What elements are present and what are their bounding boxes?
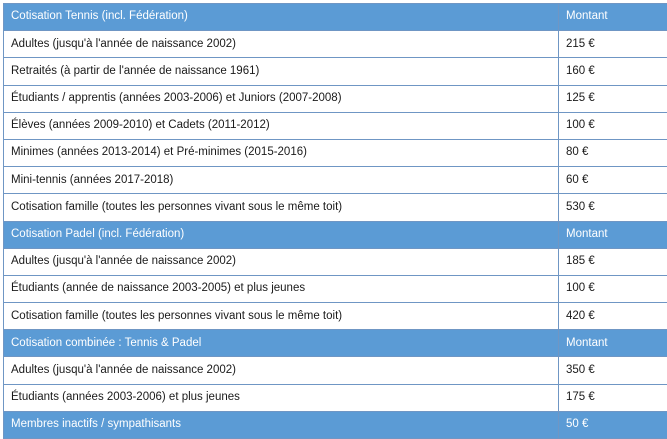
table-row bbox=[4, 275, 667, 302]
row-label: Minimes (années 2013-2014) et Pré-minimes (2015-2016) bbox=[4, 139, 559, 166]
row-label: Élèves (années 2009-2010) et Cadets (2011-2012) bbox=[4, 112, 559, 139]
row-label: Membres inactifs / sympathisants bbox=[4, 411, 559, 438]
table-row bbox=[4, 58, 667, 85]
table-body bbox=[4, 4, 667, 439]
row-amount: 50 € bbox=[559, 411, 667, 438]
table-row bbox=[4, 357, 667, 384]
table-row bbox=[4, 221, 667, 248]
row-amount: 80 € bbox=[559, 139, 667, 166]
table-row bbox=[4, 248, 667, 275]
table-row bbox=[4, 4, 667, 31]
table-row bbox=[4, 330, 667, 357]
row-amount: Montant bbox=[559, 4, 667, 31]
row-amount: 100 € bbox=[559, 275, 667, 302]
row-label: Adultes (jusqu'à l'année de naissance 2002) bbox=[4, 357, 559, 384]
row-amount: 530 € bbox=[559, 194, 667, 221]
table-row bbox=[4, 31, 667, 58]
table-row bbox=[4, 384, 667, 411]
row-label: Cotisation famille (toutes les personnes vivant sous le même toit) bbox=[4, 194, 559, 221]
row-label: Étudiants / apprentis (années 2003-2006) et Juniors (2007-2008) bbox=[4, 85, 559, 112]
row-label: Cotisation combinée : Tennis & Padel bbox=[4, 330, 559, 357]
row-label: Cotisation Tennis (incl. Fédération) bbox=[4, 4, 559, 31]
table-row bbox=[4, 303, 667, 330]
row-label: Adultes (jusqu'à l'année de naissance 2002) bbox=[4, 31, 559, 58]
row-label: Cotisation famille (toutes les personnes vivant sous le même toit) bbox=[4, 303, 559, 330]
row-amount: 125 € bbox=[559, 85, 667, 112]
row-label: Retraités (à partir de l'année de naissance 1961) bbox=[4, 58, 559, 85]
table-row bbox=[4, 167, 667, 194]
table-row bbox=[4, 411, 667, 438]
row-amount: 100 € bbox=[559, 112, 667, 139]
row-amount: 175 € bbox=[559, 384, 667, 411]
row-amount: 60 € bbox=[559, 167, 667, 194]
row-label: Étudiants (année de naissance 2003-2005) et plus jeunes bbox=[4, 275, 559, 302]
row-amount: Montant bbox=[559, 221, 667, 248]
row-amount: 420 € bbox=[559, 303, 667, 330]
row-label: Étudiants (années 2003-2006) et plus jeunes bbox=[4, 384, 559, 411]
table-row bbox=[4, 85, 667, 112]
row-amount: 185 € bbox=[559, 248, 667, 275]
row-label: Adultes (jusqu'à l'année de naissance 2002) bbox=[4, 248, 559, 275]
table-row bbox=[4, 139, 667, 166]
row-amount: 215 € bbox=[559, 31, 667, 58]
row-label: Mini-tennis (années 2017-2018) bbox=[4, 167, 559, 194]
membership-fees-table bbox=[3, 3, 667, 439]
row-amount: 160 € bbox=[559, 58, 667, 85]
table-row bbox=[4, 112, 667, 139]
row-label: Cotisation Padel (incl. Fédération) bbox=[4, 221, 559, 248]
row-amount: Montant bbox=[559, 330, 667, 357]
table-row bbox=[4, 194, 667, 221]
row-amount: 350 € bbox=[559, 357, 667, 384]
